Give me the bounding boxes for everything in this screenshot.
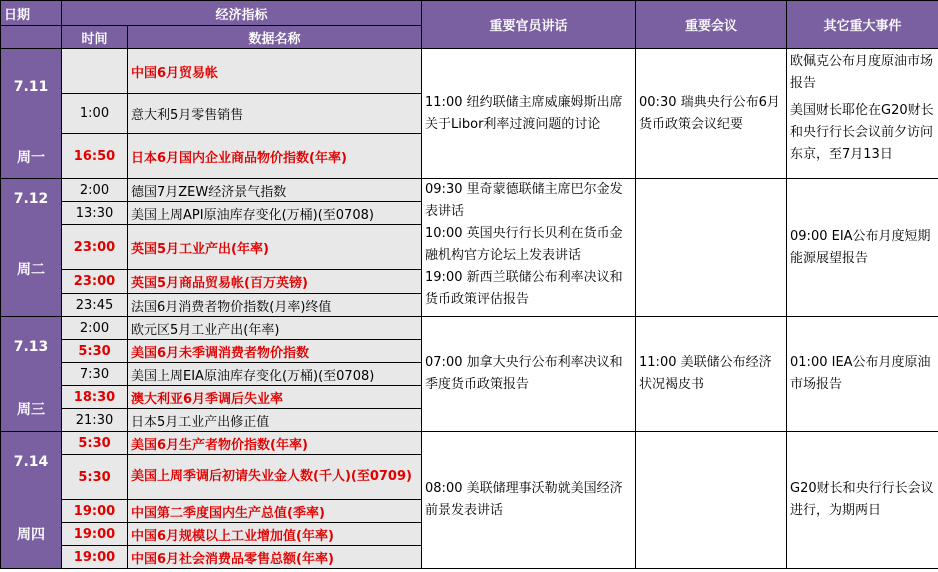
- event-cell: 09:00 EIA公布月度短期能源展望报告: [787, 179, 938, 317]
- row-time: 5:30: [62, 432, 128, 455]
- row-data-name: 英国5月工业产出(年率): [128, 225, 422, 270]
- event-cell: G20财长和央行行长会议进行，为期两日: [787, 432, 938, 569]
- row-data-name: 欧元区5月工业产出(年率): [128, 317, 422, 340]
- row-data-name: 美国6月未季调消费者物价指数: [128, 340, 422, 363]
- row-time: 13:30: [62, 202, 128, 225]
- day-cell: [1, 317, 62, 432]
- row-data-name: 日本6月国内企业商品物价指数(年率): [128, 134, 422, 179]
- row-data-name: 澳大利亚6月季调后失业率: [128, 386, 422, 409]
- row-time: 2:00: [62, 179, 128, 202]
- event-cell: [787, 49, 938, 179]
- row-time: 5:30: [62, 340, 128, 363]
- table-row: [1, 317, 938, 340]
- row-time: 5:30: [62, 455, 128, 500]
- row-time: [62, 49, 128, 94]
- table-row: [1, 49, 938, 94]
- row-time: 21:30: [62, 409, 128, 432]
- speech-cell: [422, 179, 636, 317]
- row-data-name: 美国上周EIA原油库存变化(万桶)(至0708): [128, 363, 422, 386]
- event-text: 欧佩克公布月度原油市场报告: [790, 54, 934, 91]
- row-data-name: 中国6月贸易帐: [128, 49, 422, 94]
- meeting-cell: [636, 432, 787, 569]
- day-date: 7.13: [13, 339, 49, 355]
- row-time: 19:00: [62, 546, 128, 569]
- speech-text: 10:00 英国央行行长贝利在货币金融机构官方论坛上发表讲话: [425, 226, 623, 263]
- day-date: 7.12: [13, 191, 49, 207]
- event-cell: 01:00 IEA公布月度原油市场报告: [787, 317, 938, 432]
- row-time: 19:00: [62, 500, 128, 523]
- row-time: 18:30: [62, 386, 128, 409]
- row-data-name: 美国上周API原油库存变化(万桶)(至0708): [128, 202, 422, 225]
- table-row: [1, 432, 938, 455]
- day-date: 7.14: [13, 454, 49, 470]
- header-meetings: 重要会议: [636, 1, 787, 49]
- row-data-name: 中国6月社会消费品零售总额(年率): [128, 546, 422, 569]
- day-cell: [1, 49, 62, 179]
- event-text: 美国财长耶伦在G20财长和央行行长会议前夕访问东京，至7月13日: [790, 103, 934, 162]
- header-speeches: 重要官员讲话: [422, 1, 636, 49]
- header-time: 时间: [62, 26, 128, 49]
- row-data-name: 美国上周季调后初请失业金人数(千人)(至0709): [128, 455, 422, 500]
- header-row-1: [1, 1, 938, 26]
- row-time: 23:45: [62, 294, 128, 317]
- row-time: 23:00: [62, 225, 128, 270]
- day-weekday: 周二: [17, 262, 45, 278]
- speech-cell: 08:00 美联储理事沃勒就美国经济前景发表讲话: [422, 432, 636, 569]
- meeting-cell: [636, 179, 787, 317]
- header-indicators: 经济指标: [62, 1, 422, 26]
- row-data-name: 中国第二季度国内生产总值(季率): [128, 500, 422, 523]
- speech-text: 09:30 里奇蒙德联储主席巴尔金发表讲话: [425, 182, 623, 219]
- speech-cell: 07:00 加拿大央行公布利率决议和季度货币政策报告: [422, 317, 636, 432]
- header-date: 日期: [1, 1, 62, 26]
- row-data-name: 中国6月规模以上工业增加值(年率): [128, 523, 422, 546]
- row-time: 7:30: [62, 363, 128, 386]
- speech-text: 19:00 新西兰联储公布利率决议和货币政策评估报告: [425, 270, 623, 307]
- row-data-name: 美国6月生产者物价指数(年率): [128, 432, 422, 455]
- row-data-name: 日本5月工业产出修正值: [128, 409, 422, 432]
- row-time: 1:00: [62, 94, 128, 134]
- day-cell: [1, 179, 62, 317]
- day-cell: [1, 432, 62, 569]
- row-data-name: 英国5月商品贸易帐(百万英镑): [128, 270, 422, 294]
- header-data-name: 数据名称: [128, 26, 422, 49]
- table-row: [1, 179, 938, 202]
- row-data-name: 法国6月消费者物价指数(月率)终值: [128, 294, 422, 317]
- day-weekday: 周四: [17, 527, 45, 543]
- header-events: 其它重大事件: [787, 1, 938, 49]
- row-data-name: 德国7月ZEW经济景气指数: [128, 179, 422, 202]
- meeting-cell: 00:30 瑞典央行公布6月货币政策会议纪要: [636, 49, 787, 179]
- row-time: 23:00: [62, 270, 128, 294]
- day-weekday: 周一: [17, 150, 45, 166]
- row-time: 2:00: [62, 317, 128, 340]
- row-time: 16:50: [62, 134, 128, 179]
- row-data-name: 意大利5月零售销售: [128, 94, 422, 134]
- day-weekday: 周三: [17, 402, 45, 418]
- row-time: 19:00: [62, 523, 128, 546]
- speech-cell: 11:00 纽约联储主席威廉姆斯出席关于Libor利率过渡问题的讨论: [422, 49, 636, 179]
- meeting-cell: 11:00 美联储公布经济状况褐皮书: [636, 317, 787, 432]
- header-blank: [1, 26, 62, 49]
- day-date: 7.11: [13, 79, 49, 95]
